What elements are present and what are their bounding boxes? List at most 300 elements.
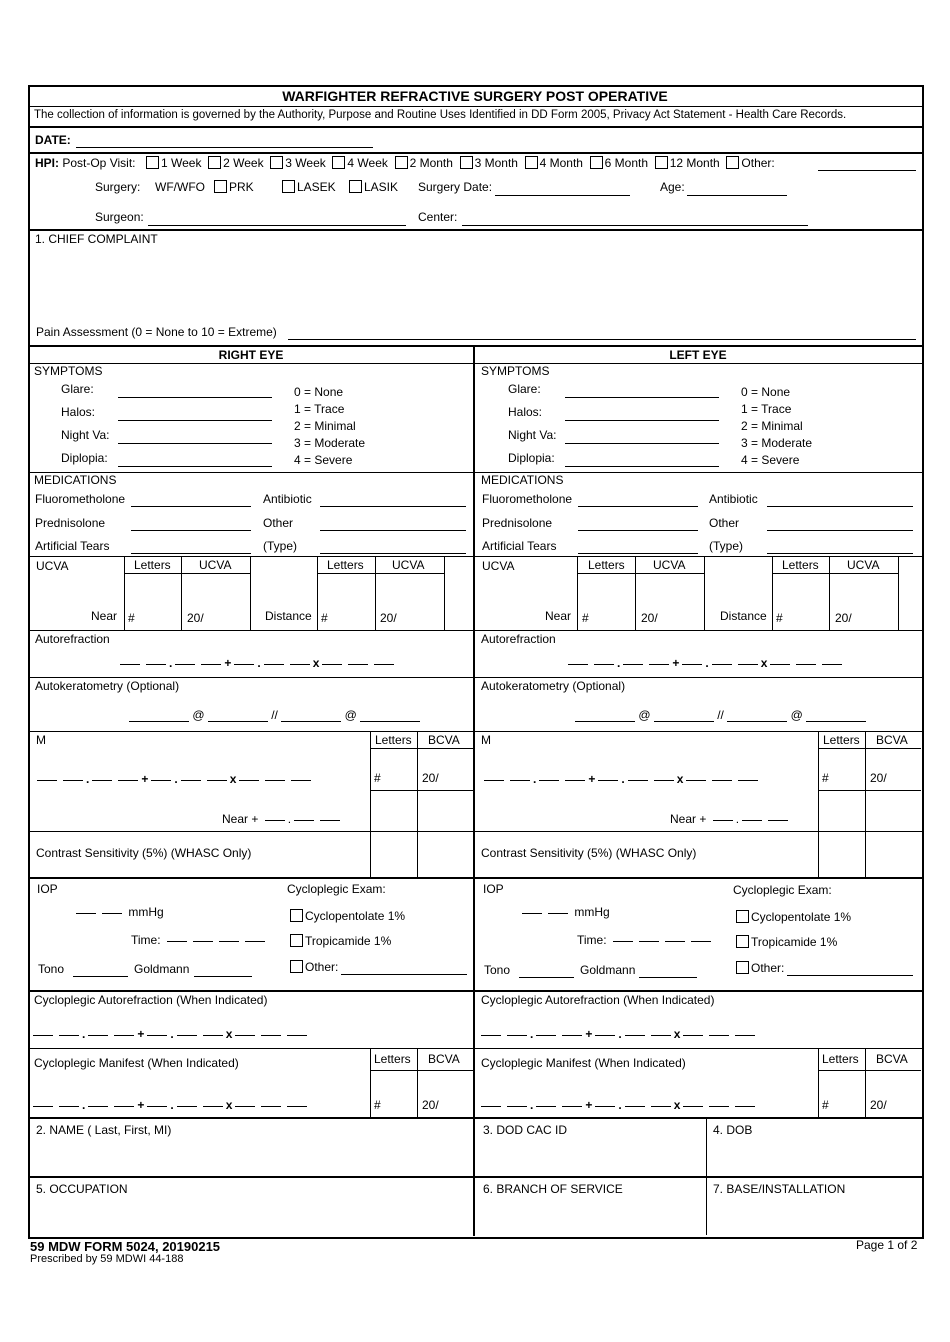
time-label: Time: [131,933,161,947]
checkbox[interactable] [290,960,303,973]
divider [28,106,922,107]
other-med-field[interactable] [767,530,913,531]
letters-header: Letters [375,733,412,747]
autokeratometry-field[interactable] [129,708,420,722]
scale-3: 3 = Moderate [741,436,813,450]
visit-2-week[interactable] [208,156,263,170]
center-field[interactable] [462,225,808,226]
visit-label: 3 Week [285,156,326,170]
letters-header: Letters [782,558,819,572]
halos-field[interactable] [118,420,272,421]
dot: . [169,656,173,670]
divider [28,152,922,154]
symptom-night-va: Night Va: [508,428,557,442]
cyclo-autoref-field[interactable] [478,1027,758,1041]
autorefraction-field[interactable] [117,656,397,670]
checkbox[interactable] [290,934,303,947]
cycloplegic-exam-label: Cycloplegic Exam: [287,882,386,896]
near-letters-field[interactable]: # [128,611,135,625]
surgery-date-field[interactable] [495,195,630,196]
checkbox[interactable] [395,156,408,169]
med-artificial-tears: Artificial Tears [482,539,557,553]
distance-label: Distance [265,609,312,623]
surgery-prefix: WF/WFO [155,180,205,194]
manifest-letters-field[interactable]: # [374,771,381,785]
checkbox[interactable] [282,180,295,193]
manifest-bcva-field[interactable]: 20/ [422,771,439,785]
med-fluorometholone: Fluorometholone [35,492,126,506]
ucva-label: UCVA [36,559,69,573]
diplopia-field[interactable] [118,466,272,467]
manifest-label: M [36,733,46,747]
cell-border [818,731,819,878]
fluorometholone-field[interactable] [131,506,251,507]
x: x [229,772,237,786]
page-number: Page 1 of 2 [856,1238,918,1252]
cyclo-autoref-label: Cycloplegic Autorefraction (When Indicated) [34,993,268,1007]
divider [28,229,922,231]
letters-header: Letters [134,558,171,572]
time-field[interactable] [577,933,714,947]
scale-1: 1 = Trace [741,402,792,416]
halos-field[interactable] [565,420,719,421]
checkbox[interactable] [270,156,283,169]
x: x [225,1098,233,1112]
dot: . [287,812,292,826]
divider [28,831,922,832]
visit-3-month[interactable] [460,156,518,170]
cell-border [577,573,705,574]
x: x [225,1027,233,1041]
option-label: Tropicamide 1% [305,934,392,948]
med-prednisolone: Prednisolone [35,516,106,530]
checkbox[interactable] [460,156,473,169]
cell-border [865,1048,866,1117]
divider [28,990,922,992]
visit-label: 6 Month [604,156,649,170]
slashes: // [717,708,724,722]
visit-3-week[interactable] [270,156,325,170]
time-field[interactable] [131,933,268,947]
near-ucva-field[interactable]: 20/ [187,611,204,625]
symptoms-label: SYMPTOMS [34,364,103,378]
cell-border [818,1070,921,1071]
near-ucva-field[interactable]: 20/ [641,611,658,625]
type-field[interactable] [767,553,913,554]
bcva-header: BCVA [428,1052,460,1066]
med-antibiotic: Antibiotic [263,492,312,506]
contrast-label: Contrast Sensitivity (5%) (WHASC Only) [36,846,252,860]
checkbox[interactable] [736,935,749,948]
name-label: 2. NAME ( Last, First, MI) [36,1123,172,1137]
autokeratometry-label: Autokeratometry (Optional) [35,679,180,693]
pain-assessment-field[interactable] [288,339,916,340]
visit-label: 4 Month [539,156,583,170]
at: @ [192,708,205,722]
plus: + [137,1098,145,1112]
symptom-halos: Halos: [508,405,543,419]
cell-border [181,556,182,630]
dot: . [170,1027,174,1041]
mmhg-label: mmHg [574,905,610,919]
option-label: Other: [751,961,785,975]
dot: . [735,812,740,826]
cell-border [772,573,899,574]
checkbox[interactable] [736,961,749,974]
option-label: LASIK [364,180,399,194]
manifest-bcva-field[interactable]: 20/ [870,771,887,785]
cyclo-bcva-field[interactable]: 20/ [870,1098,887,1112]
checkbox[interactable] [146,156,159,169]
cell-border [818,790,921,791]
scale-4: 4 = Severe [294,453,353,467]
divider [28,363,922,364]
option-label: Other: [305,960,339,974]
option-label: Cyclopentolate 1% [305,909,406,923]
near-add-field[interactable] [670,812,791,826]
visit-label: 3 Month [474,156,518,170]
at: @ [638,708,651,722]
chief-complaint-area[interactable] [30,248,918,323]
cyclo-letters-field[interactable]: # [822,1098,829,1112]
med-type: (Type) [709,539,744,553]
center-label: Center: [418,210,458,224]
cyclo-option-cyclopentolate[interactable] [736,910,851,924]
cell-border [772,556,773,630]
distance-letters-field[interactable]: # [776,611,783,625]
bcva-header: BCVA [876,1052,908,1066]
autorefraction-label: Autorefraction [481,632,556,646]
visit-other-field[interactable] [818,170,916,171]
cyclo-manifest-label: Cycloplegic Manifest (When Indicated) [34,1056,239,1070]
date-label: DATE: [35,133,71,147]
other-med-field[interactable] [320,530,466,531]
near-plus-label: Near + [670,812,707,826]
dot: . [705,656,709,670]
divider [28,877,922,879]
age-field[interactable] [687,195,787,196]
goldmann-field[interactable] [194,976,252,977]
bcva-header: BCVA [876,733,908,747]
left-eye-header: LEFT EYE [669,348,727,362]
visit-6-month[interactable] [590,156,648,170]
cell-border [577,556,578,630]
divider [28,1117,922,1119]
autorefraction-label: Autorefraction [35,632,110,646]
manifest-label: M [481,733,491,747]
cyclo-manifest-label: Cycloplegic Manifest (When Indicated) [481,1056,686,1070]
at: @ [344,708,357,722]
distance-ucva-field[interactable]: 20/ [380,611,397,625]
cyclo-autoref-field[interactable] [30,1027,310,1041]
dot: . [170,1098,174,1112]
tono-label: Tono [484,963,511,977]
visit-label: 12 Month [669,156,720,170]
symptom-halos: Halos: [61,405,96,419]
divider [28,472,922,473]
checkbox[interactable] [214,180,227,193]
cell-border [317,556,318,630]
cell-border [250,556,251,630]
cell-border [898,556,899,630]
x: x [312,656,320,670]
cyclo-option-tropicamide[interactable] [290,934,391,948]
autokeratometry-label: Autokeratometry (Optional) [481,679,626,693]
checkbox[interactable] [590,156,603,169]
autorefraction-field[interactable] [565,656,845,670]
postop-visit-options [146,156,775,170]
cell-border [317,573,445,574]
checkbox[interactable] [208,156,221,169]
checkbox[interactable] [726,156,739,169]
mmhg-field[interactable] [519,905,610,919]
checkbox[interactable] [349,180,362,193]
iop-label: IOP [483,882,504,896]
scale-0: 0 = None [741,385,791,399]
right-eye-header: RIGHT EYE [218,348,284,362]
base-label: 7. BASE/INSTALLATION [713,1182,846,1196]
fluorometholone-field[interactable] [578,506,698,507]
prescribed-by: Prescribed by 59 MDWI 44-188 [30,1253,184,1265]
ucva-header: UCVA [847,558,880,572]
center-divider [473,346,475,1236]
dob-label: 4. DOB [713,1123,753,1137]
type-field[interactable] [320,553,466,554]
dot: . [617,656,621,670]
night-va-field[interactable] [565,443,719,444]
med-other: Other [263,516,294,530]
divider [28,731,922,732]
scale-0: 0 = None [294,385,344,399]
cell-border [417,1048,418,1117]
distance-label: Distance [720,609,767,623]
ucva-header: UCVA [392,558,425,572]
letters-header: Letters [823,733,860,747]
letters-header: Letters [588,558,625,572]
x: x [673,1098,681,1112]
symptom-diplopia: Diplopia: [508,451,555,465]
goldmann-label: Goldmann [134,962,190,976]
medications-label: MEDICATIONS [34,473,117,487]
visit-4-week[interactable] [332,156,387,170]
pain-assessment-label: Pain Assessment (0 = None to 10 = Extreme) [36,325,277,339]
autokeratometry-field[interactable] [575,708,866,722]
medications-label: MEDICATIONS [481,473,564,487]
plus: + [585,1098,593,1112]
cyclo-bcva-field[interactable]: 20/ [422,1098,439,1112]
visit-1-week[interactable] [146,156,201,170]
surgeon-field[interactable] [148,225,406,226]
plus: + [224,656,232,670]
cell-border [635,556,636,630]
visit-other[interactable] [726,156,774,170]
cell-border [704,556,705,630]
cell-border [818,748,921,749]
scale-3: 3 = Moderate [294,436,366,450]
prednisolone-field[interactable] [131,530,251,531]
visit-4-month[interactable] [525,156,583,170]
x: x [673,1027,681,1041]
plus: + [588,772,596,786]
cyclo-other-field[interactable] [341,974,467,975]
cyclo-autoref-label: Cycloplegic Autorefraction (When Indicated) [481,993,715,1007]
divider [28,630,922,631]
cell-border [829,556,830,630]
visit-label: 2 Month [409,156,453,170]
hpi-label: HPI: [35,156,59,170]
dot: . [257,656,261,670]
dot: . [618,1027,622,1041]
letters-header: Letters [822,1052,859,1066]
cell-border [444,556,445,630]
cyclo-option-cyclopentolate[interactable] [290,909,405,923]
slashes: // [271,708,278,722]
symptom-diplopia: Diplopia: [61,451,108,465]
near-letters-field[interactable]: # [582,611,589,625]
antibiotic-field[interactable] [767,506,913,507]
cell-border [417,731,418,878]
contrast-label: Contrast Sensitivity (5%) (WHASC Only) [481,846,697,860]
visit-label: 4 Week [347,156,388,170]
cyclo-letters-field[interactable]: # [374,1098,381,1112]
distance-ucva-field[interactable]: 20/ [835,611,852,625]
divider [28,345,922,347]
age-label: Age: [660,180,685,194]
visit-2-month[interactable] [395,156,453,170]
med-antibiotic: Antibiotic [709,492,758,506]
tono-label: Tono [38,962,65,976]
hpi-row [35,156,135,170]
checkbox[interactable] [290,909,303,922]
surgery-option-prk[interactable] [214,180,254,194]
cyclo-other-field[interactable] [787,975,913,976]
distance-letters-field[interactable]: # [321,611,328,625]
artificial-tears-field[interactable] [131,553,251,554]
checkbox[interactable] [736,910,749,923]
symptoms-label: SYMPTOMS [481,364,550,378]
near-label: Near [545,609,572,623]
occupation-label: 5. OCCUPATION [36,1182,128,1196]
scale-2: 2 = Minimal [294,419,356,433]
checkbox[interactable] [655,156,668,169]
surgery-date-label: Surgery Date: [418,180,493,194]
scale-1: 1 = Trace [294,402,345,416]
tono-field[interactable] [73,976,128,977]
goldmann-label: Goldmann [580,963,636,977]
symptom-night-va: Night Va: [61,428,110,442]
dot: . [86,772,90,786]
med-type: (Type) [263,539,298,553]
antibiotic-field[interactable] [320,506,466,507]
x: x [676,772,684,786]
prednisolone-field[interactable] [578,530,698,531]
manifest-field[interactable] [34,772,314,786]
plus: + [585,1027,593,1041]
artificial-tears-field[interactable] [578,553,698,554]
divider [28,556,922,557]
med-prednisolone: Prednisolone [482,516,553,530]
bcva-header: BCVA [428,733,460,747]
form-id: 59 MDW FORM 5024, 20190215 [30,1239,221,1254]
diplopia-field[interactable] [565,466,719,467]
iop-label: IOP [37,882,58,896]
plus: + [672,656,680,670]
cyclo-option-other[interactable] [290,960,338,974]
privacy-note: The collection of information is governed by the Authority, Purpose and Routine Uses Identified in DD Form 2005, Privacy Act Statement - Health Care Records. [34,109,847,121]
near-label: Near [91,609,118,623]
ucva-label: UCVA [482,559,515,573]
letters-header: Letters [374,1052,411,1066]
surgery-option-lasek[interactable] [282,180,336,194]
mmhg-label: mmHg [128,905,164,919]
visit-12-month[interactable] [655,156,720,170]
dot: . [533,772,537,786]
cyclo-manifest-field[interactable] [478,1098,758,1112]
at: @ [790,708,803,722]
plus: + [141,772,149,786]
ucva-header: UCVA [653,558,686,572]
checkbox[interactable] [332,156,345,169]
manifest-letters-field[interactable]: # [822,771,829,785]
cell-border [865,731,866,878]
dot: . [82,1098,86,1112]
cell-border [370,748,473,749]
tono-field[interactable] [519,977,574,978]
branch-label: 6. BRANCH OF SERVICE [483,1182,623,1196]
manifest-field[interactable] [481,772,761,786]
dot: . [530,1027,534,1041]
cyclo-option-tropicamide[interactable] [736,935,837,949]
cell-border [818,1048,819,1117]
visit-label: 2 Week [223,156,264,170]
cell-border [370,1070,473,1071]
dot: . [174,772,178,786]
date-field[interactable] [76,147,373,148]
plus: + [137,1027,145,1041]
option-label: LASEK [297,180,336,194]
dot: . [621,772,625,786]
glare-field[interactable] [565,397,719,398]
surgery-option-lasik[interactable] [349,180,398,194]
divider [28,677,922,678]
near-add-field[interactable] [222,812,343,826]
med-other: Other [709,516,740,530]
visit-label: Other: [741,156,775,170]
divider [28,1048,922,1049]
ucva-header: UCVA [199,558,232,572]
cell-border [370,1048,371,1117]
goldmann-field[interactable] [639,977,697,978]
dot: . [530,1098,534,1112]
cell-border [370,731,371,878]
cyclo-option-other[interactable] [736,961,784,975]
time-label: Time: [577,933,607,947]
cycloplegic-exam-label: Cycloplegic Exam: [733,883,832,897]
surgeon-label: Surgeon: [95,210,144,224]
form-title: WARFIGHTER REFRACTIVE SURGERY POST OPERATIVE [282,88,668,104]
symptom-glare: Glare: [508,382,541,396]
med-fluorometholone: Fluorometholone [482,492,573,506]
checkbox[interactable] [525,156,538,169]
mmhg-field[interactable] [73,905,164,919]
cell-border [124,573,251,574]
glare-field[interactable] [118,397,272,398]
letters-header: Letters [327,558,364,572]
night-va-field[interactable] [118,443,272,444]
cyclo-manifest-field[interactable] [30,1098,310,1112]
divider [28,126,922,128]
dot: . [618,1098,622,1112]
